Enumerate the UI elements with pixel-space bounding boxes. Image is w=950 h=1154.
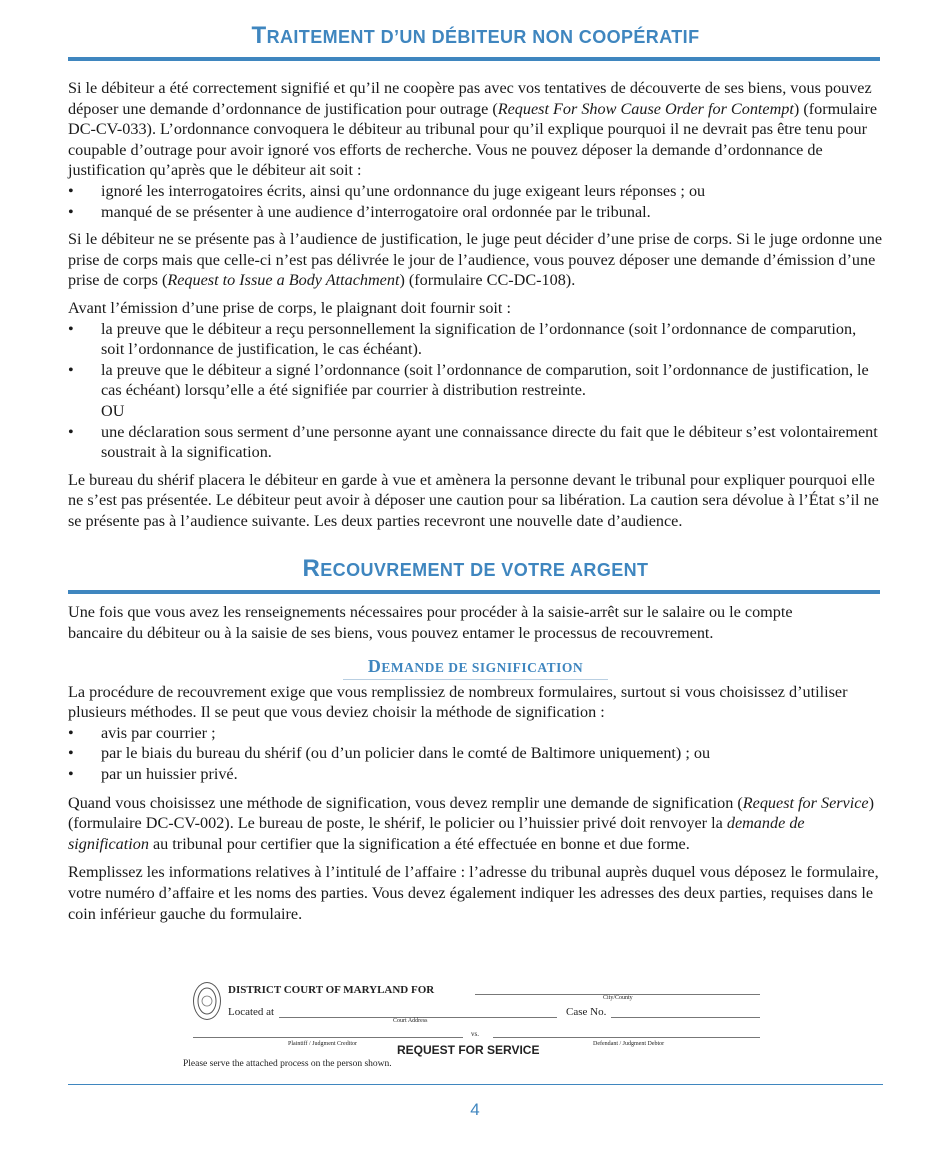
section-title-uncooperative-debtor: TRAITEMENT D’UN DÉBITEUR NON COOPÉRATIF	[251, 22, 700, 49]
section-title-recovery: RECOUVREMENT DE VOTRE ARGENT	[302, 555, 649, 583]
form-located-at-label: Located at	[228, 1006, 275, 1018]
footer-rule	[68, 1084, 883, 1085]
form-case-no-label: Case No.	[566, 1006, 607, 1018]
bullet-list	[68, 723, 883, 785]
bullet-list	[68, 181, 883, 222]
subsection-title-service-request: DEMANDE DE SIGNIFICATION	[367, 655, 584, 676]
bullet-list	[68, 422, 883, 463]
bullet-list	[68, 319, 883, 401]
page-content	[68, 0, 883, 924]
form-court-address-caption: Court Address	[393, 1018, 428, 1024]
list-item: • la preuve que le débiteur a reçu personnellement la signification de l’ordonnance (soit l’ordonnance de comparution, soit l’ordonnance de justification, le cas échéant).	[68, 319, 883, 360]
or-text: OU	[101, 401, 125, 420]
paragraph: Si le débiteur ne se présente pas à l’audience de justification, le juge peut décider d’une prise de corps. Si le juge ordonne une prise de corps mais que celle-ci n’est pas délivrée le jour de l’audience, vous pouvez déposer une demande d’émission d’une prise de corps (Request to Issue a Body Attachment) (formulaire CC-DC-108).	[68, 230, 883, 290]
subsection-rule	[343, 679, 608, 680]
form-line	[193, 1037, 463, 1038]
list-item: • la preuve que le débiteur a signé l’ordonnance (soit l’ordonnance de comparution, soit l’ordonnance de justification, le cas échéant) lorsqu’elle a été signifiée par courrier à distribution restreinte.	[68, 360, 883, 401]
form-city-county-caption: City/County	[603, 995, 633, 1001]
form-serve-instruction: Please serve the attached process on the person shown.	[183, 1059, 392, 1069]
paragraph: Une fois que vous avez les renseignements nécessaires pour procéder à la saisie-arrêt sur le salaire ou le compte bancaire du débiteur ou à la saisie de ses biens, vous pouvez entamer le processus de recouvrement.	[68, 603, 793, 643]
maryland-seal-icon	[193, 982, 221, 1020]
paragraph: Le bureau du shérif placera le débiteur en garde à vue et amènera la personne devant le tribunal pour expliquer pourquoi elle ne s’est pas présentée. Le débiteur peut avoir à déposer une caution pour sa libération. La caution sera dévolue à l’État s’il ne se présente pas à l’audience suivante. Les deux parties recevront une nouvelle date d’audience.	[68, 470, 879, 530]
list-item: • par le biais du bureau du shérif (ou d’un policier dans le comté de Baltimore uniquement) ; ou	[68, 743, 883, 764]
list-item: • manqué de se présenter à une audience d’interrogatoire oral ordonnée par le tribunal.	[68, 202, 883, 223]
list-item: • par un huissier privé.	[68, 764, 883, 785]
form-line	[493, 1037, 760, 1038]
paragraph: Avant l’émission d’une prise de corps, le plaignant doit fournir soit :	[68, 298, 511, 317]
form-line	[611, 1017, 760, 1018]
form-request-title: REQUEST FOR SERVICE	[397, 1043, 540, 1057]
form-defendant-caption: Defendant / Judgment Debtor	[593, 1041, 665, 1047]
list-item: • ignoré les interrogatoires écrits, ainsi qu’une ordonnance du juge exigeant leurs réponses ; ou	[68, 181, 883, 202]
page-number: 4	[470, 1100, 480, 1119]
paragraph: La procédure de recouvrement exige que vous remplissiez de nombreux formulaires, surtout si vous choisissez d’utiliser plusieurs méthodes. Il se peut que vous deviez choisir la méthode de signification :	[68, 682, 848, 722]
form-court-label: DISTRICT COURT OF MARYLAND FOR	[228, 984, 435, 996]
paragraph: Remplissez les informations relatives à l’intitulé de l’affaire : l’adresse du tribunal auprès duquel vous déposez le formulaire, votre numéro d’affaire et les noms des parties. Vous devez également indiquer les adresses des deux parties, requises dans le coin inférieur gauche du formulaire.	[68, 863, 879, 923]
section-rule	[68, 57, 880, 61]
list-item: • avis par courrier ;	[68, 723, 883, 744]
paragraph: Quand vous choisissez une méthode de signification, vous devez remplir une demande de signification (Request for Service) (formulaire DC-CV-002). Le bureau de poste, le shérif, le policier ou l’huissier privé doit renvoyer la demande de signification au tribunal pour certifier que la signification a été effectuée en bonne et due forme.	[68, 793, 874, 853]
list-item: • une déclaration sous serment d’une personne ayant une connaissance directe du fait que le débiteur s’est volontairement soustrait à la signification.	[68, 422, 883, 463]
form-vs-label: vs.	[471, 1030, 479, 1038]
section-rule	[68, 590, 880, 594]
form-plaintiff-caption: Plaintiff / Judgment Creditor	[288, 1041, 358, 1047]
form-excerpt-request-for-service	[183, 982, 763, 1074]
paragraph: Si le débiteur a été correctement signifié et qu’il ne coopère pas avec vos tentatives de découverte de ses biens, vous pouvez déposer une demande d’ordonnance de justification pour outrage (Request For Show Cause Order for Contempt) (formulaire DC-CV-033). L’ordonnance convoquera le débiteur au tribunal pour qu’il explique pourquoi il ne devrait pas être tenu pour coupable d’outrage pour avoir ignoré vos efforts de recherche. Vous ne pouvez déposer la demande d’ordonnance de justification qu’après que le débiteur ait soit :	[68, 79, 878, 180]
